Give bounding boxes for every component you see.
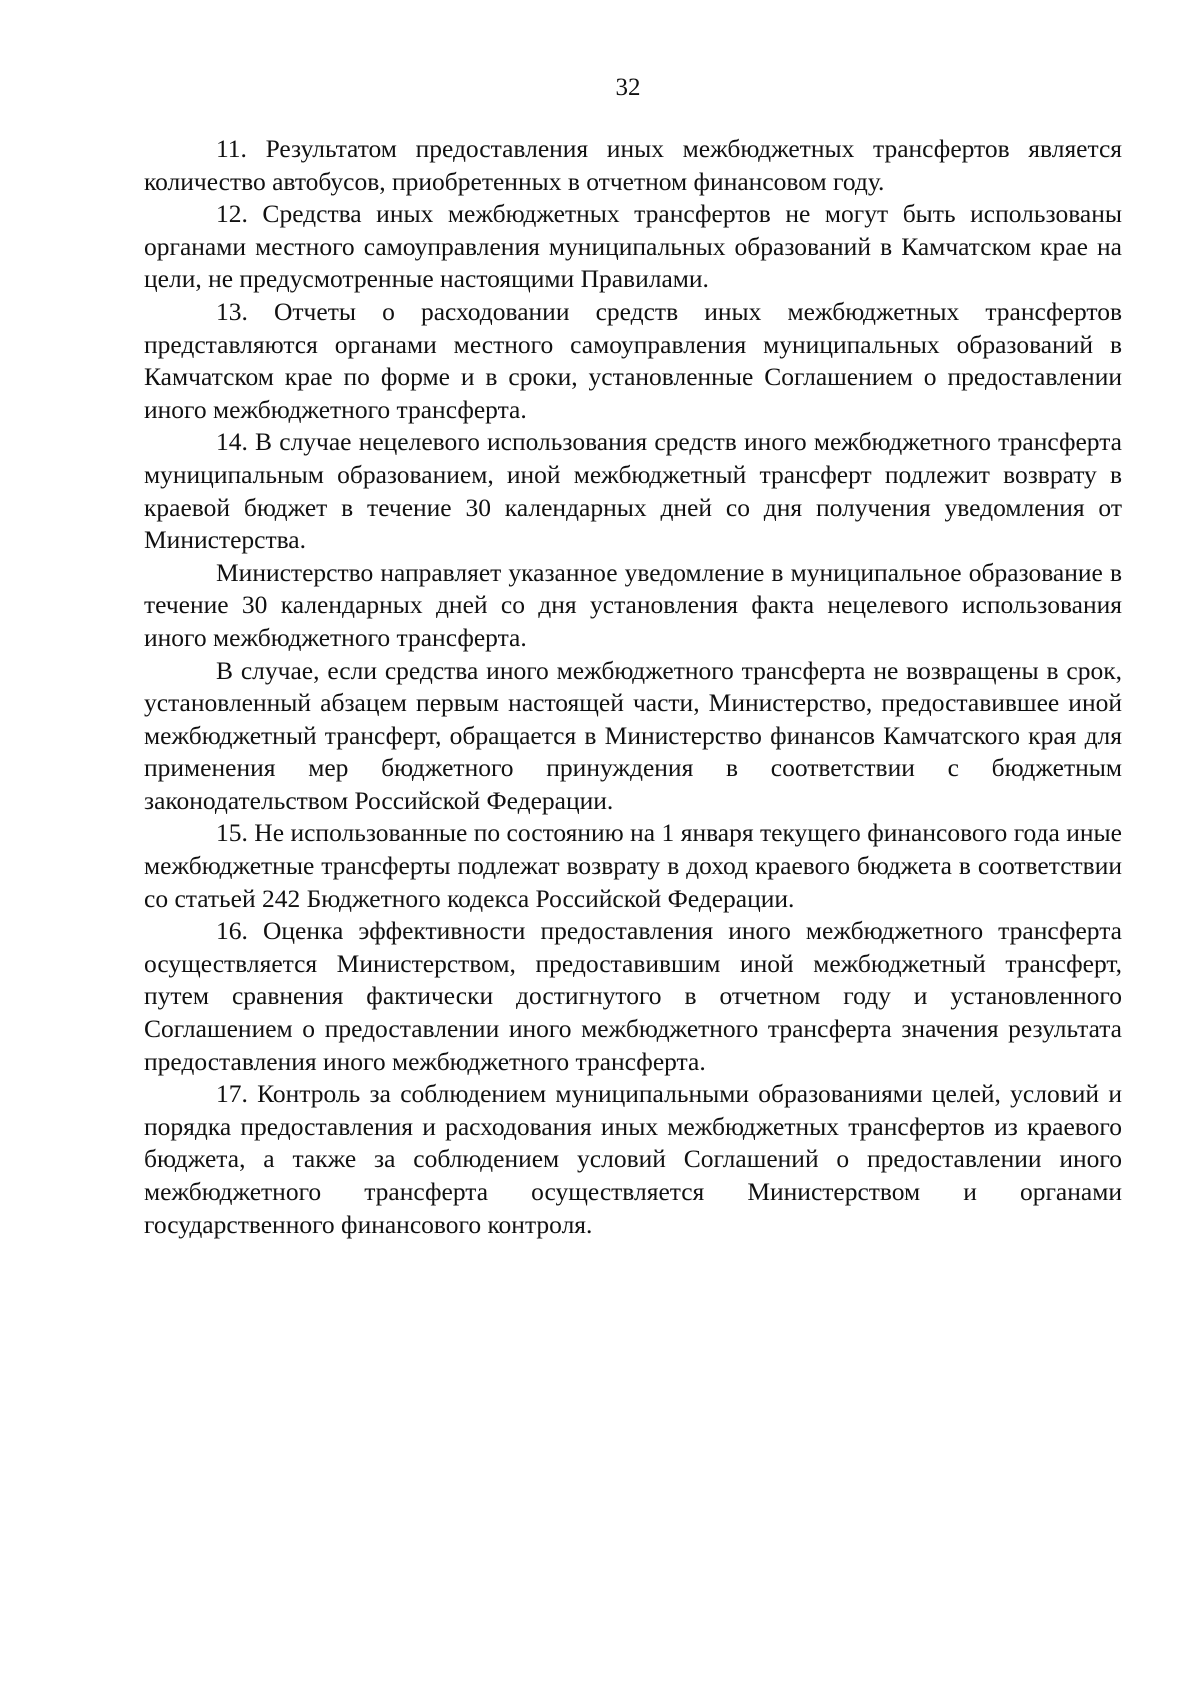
document-body bbox=[144, 133, 1122, 1241]
paragraph-13: 13. Отчеты о расходовании средств иных межбюджетных трансфертов представляются органами местного самоуправления муниципальных образований в Камчатском крае по форме и в сроки, установленные Соглашением о предоставлении иного межбюджетного трансферта. bbox=[144, 296, 1122, 424]
page-number: 32 bbox=[615, 74, 641, 101]
paragraph-11: 11. Результатом предоставления иных межбюджетных трансфертов является количество автобусов, приобретенных в отчетном финансовом году. bbox=[144, 134, 1122, 196]
paragraph-14: 14. В случае нецелевого использования средств иного межбюджетного трансферта муниципальным образованием, иной межбюджетный трансферт подлежит возврату в краевой бюджет в течение 30 календарных дней со дня получения уведомления от Министерства. bbox=[144, 427, 1122, 555]
paragraph-14-enforcement: В случае, если средства иного межбюджетного трансферта не возвращены в срок, установленный абзацем первым настоящей части, Министерство, предоставившее иной межбюджетный трансферт, обращается в Министерство финансов Камчатского края для применения мер бюджетного принуждения в соответствии с бюджетным законодательством Российской Федерации. bbox=[144, 655, 1122, 815]
paragraph-15: 15. Не использованные по состоянию на 1 января текущего финансового года иные межбюджетные трансферты подлежат возврату в доход краевого бюджета в соответствии со статьей 242 Бюджетного кодекса Российской Федерации. bbox=[144, 818, 1122, 913]
paragraph-17: 17. Контроль за соблюдением муниципальными образованиями целей, условий и порядка предоставления и расходования иных межбюджетных трансфертов из краевого бюджета, а также за соблюдением условий Соглашений о предоставлении иного межбюджетного трансферта осуществляется Министерством и органами государственного финансового контроля. bbox=[144, 1079, 1122, 1239]
paragraph-12: 12. Средства иных межбюджетных трансфертов не могут быть использованы органами местного самоуправления муниципальных образований в Камчатском крае на цели, не предусмотренные настоящими Правилами. bbox=[144, 199, 1122, 294]
paragraph-16: 16. Оценка эффективности предоставления иного межбюджетного трансферта осуществляется Министерством, предоставившим иной межбюджетный трансферт, путем сравнения фактически достигнутого в отчетном году и установленного Соглашением о предоставлении иного межбюджетного трансферта значения результата предоставления иного межбюджетного трансферта. bbox=[144, 916, 1122, 1076]
paragraph-14-notice: Министерство направляет указанное уведомление в муниципальное образование в течение 30 календарных дней со дня установления факта нецелевого использования иного межбюджетного трансферта. bbox=[144, 557, 1122, 652]
